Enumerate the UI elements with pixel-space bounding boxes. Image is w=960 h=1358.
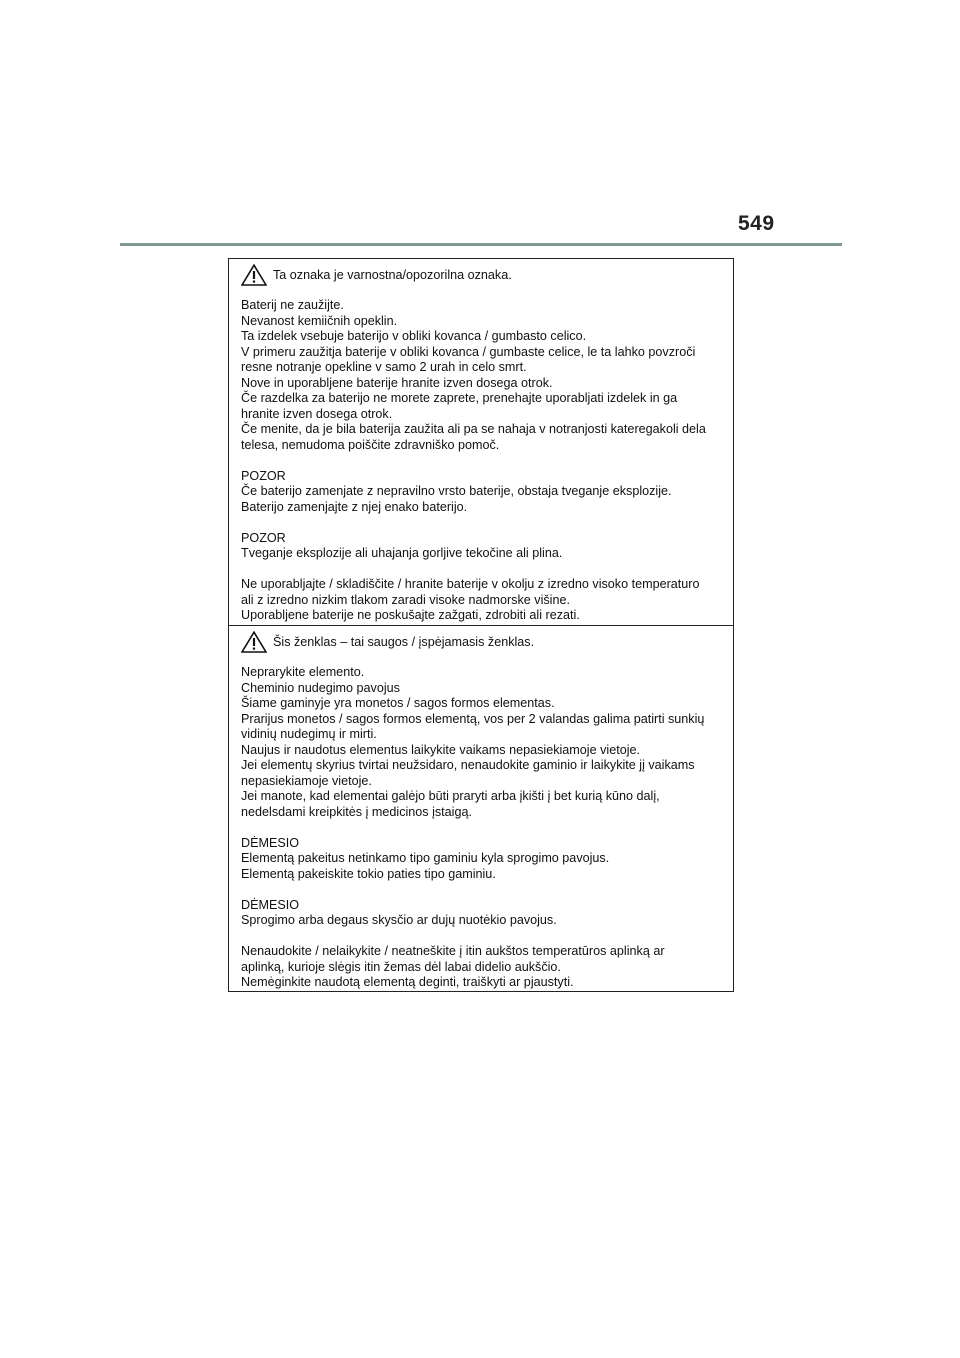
text-line: Cheminio nudegimo pavojus [241,680,400,695]
text-line: Sprogimo arba degaus skysčio ar dujų nuotėkio pavojus. [241,913,557,927]
text-line: Če razdelka za baterijo ne morete zaprete, prenehajte uporabljati izdelek in ga [241,391,678,405]
text-line: nepasiekiamoje vietoje. [241,773,372,788]
text-line: ali z izredno nizkim tlakom zaradi visoke nadmorske višine. [241,592,570,607]
warning-section-slovenian [229,259,733,625]
text-line: Naujus ir naudotus elementus laikykite vaikams nepasiekiamoje vietoje. [241,742,641,757]
warning-box [228,258,734,992]
text-line: vidinių nudegimų ir mirti. [241,727,377,741]
text-line: Nenaudokite / nelaikykite / neatneškite į itin aukštos temperatūros aplinką ar [241,944,665,958]
text-line: Nevanost kemiičnih opeklin. [241,313,398,328]
section-heading-text: Šis ženklas – tai saugos / įspėjamasis ženklas. [273,635,535,649]
text-line: POZOR [241,468,286,483]
text-line: DĖMESIO [241,897,300,912]
paragraph-caution-explosion [241,531,721,562]
page-number: 549 [738,212,775,235]
paragraph-battery-ingestion [241,298,721,453]
text-line: Jei manote, kad elementai galėjo būti praryti arba įkišti į bet kurią kūno dalį, [241,789,660,803]
text-line: aplinką, kurioje slėgis itin žemas dėl labai didelio aukščio. [241,959,561,974]
text-line: Prarijus monetos / sagos formos elementą, vos per 2 valandas galima patirti sunkių [241,711,705,726]
warning-section-lithuanian [229,625,733,991]
text-line: Nemėginkite naudotą elementą deginti, traiškyti ar pjaustyti. [241,975,574,989]
warning-triangle-icon [241,631,267,653]
text-line: Baterijo zamenjajte z njej enako baterijo. [241,499,468,514]
header-divider [120,243,842,246]
section-heading [241,631,721,653]
section-heading-text: Ta oznaka je varnostna/opozorilna oznaka. [273,268,512,282]
text-line: Baterij ne zaužijte. [241,298,344,312]
paragraph-caution-explosion [241,898,721,929]
text-line: Tveganje eksplozije ali uhajanja gorljive tekočine ali plina. [241,546,563,560]
text-line: hranite izven dosega otrok. [241,406,393,421]
text-line: Neprarykite elemento. [241,665,365,679]
text-line: V primeru zaužitja baterije v obliki kovanca / gumbaste celice, le ta lahko povzroči [241,344,696,359]
paragraph-caution-replacement [241,469,721,516]
text-line: resne notranje opekline v samo 2 urah in celo smrt. [241,360,527,374]
text-line: Ne uporabljajte / skladiščite / hranite baterije v okolju z izredno visoko temperaturo [241,577,700,591]
section-heading [241,264,721,286]
text-line: nedelsdami kreipkitės į medicinos įstaigą. [241,804,472,819]
text-line: Elementą pakeitus netinkamo tipo gaminiu kyla sprogimo pavojus. [241,851,610,865]
text-line: Uporabljene baterije ne poskušajte zažgati, zdrobiti ali rezati. [241,608,580,622]
text-line: telesa, nemudoma poiščite zdravniško pomoč. [241,437,500,452]
text-line: Jei elementų skyrius tvirtai neužsidaro, nenaudokite gaminio ir laikykite jį vaikams [241,758,695,772]
text-line: Elementą pakeiskite tokio paties tipo gaminiu. [241,866,496,881]
text-line: Če baterijo zamenjate z nepravilno vrsto baterije, obstaja tveganje eksplozije. [241,484,672,498]
text-line: POZOR [241,530,286,545]
warning-triangle-icon [241,264,267,286]
text-line: Nove in uporabljene baterije hranite izven dosega otrok. [241,375,553,390]
paragraph-caution-replacement [241,836,721,883]
text-line: Če menite, da je bila baterija zaužita ali pa se nahaja v notranjosti kateregakoli dela [241,422,706,436]
text-line: Ta izdelek vsebuje baterijo v obliki kovanca / gumbasto celico. [241,329,587,343]
text-line: DĖMESIO [241,835,300,850]
paragraph-environment [241,944,721,991]
text-line: Šiame gaminyje yra monetos / sagos formos elementas. [241,696,555,710]
paragraph-battery-ingestion [241,665,721,820]
paragraph-environment [241,577,721,624]
